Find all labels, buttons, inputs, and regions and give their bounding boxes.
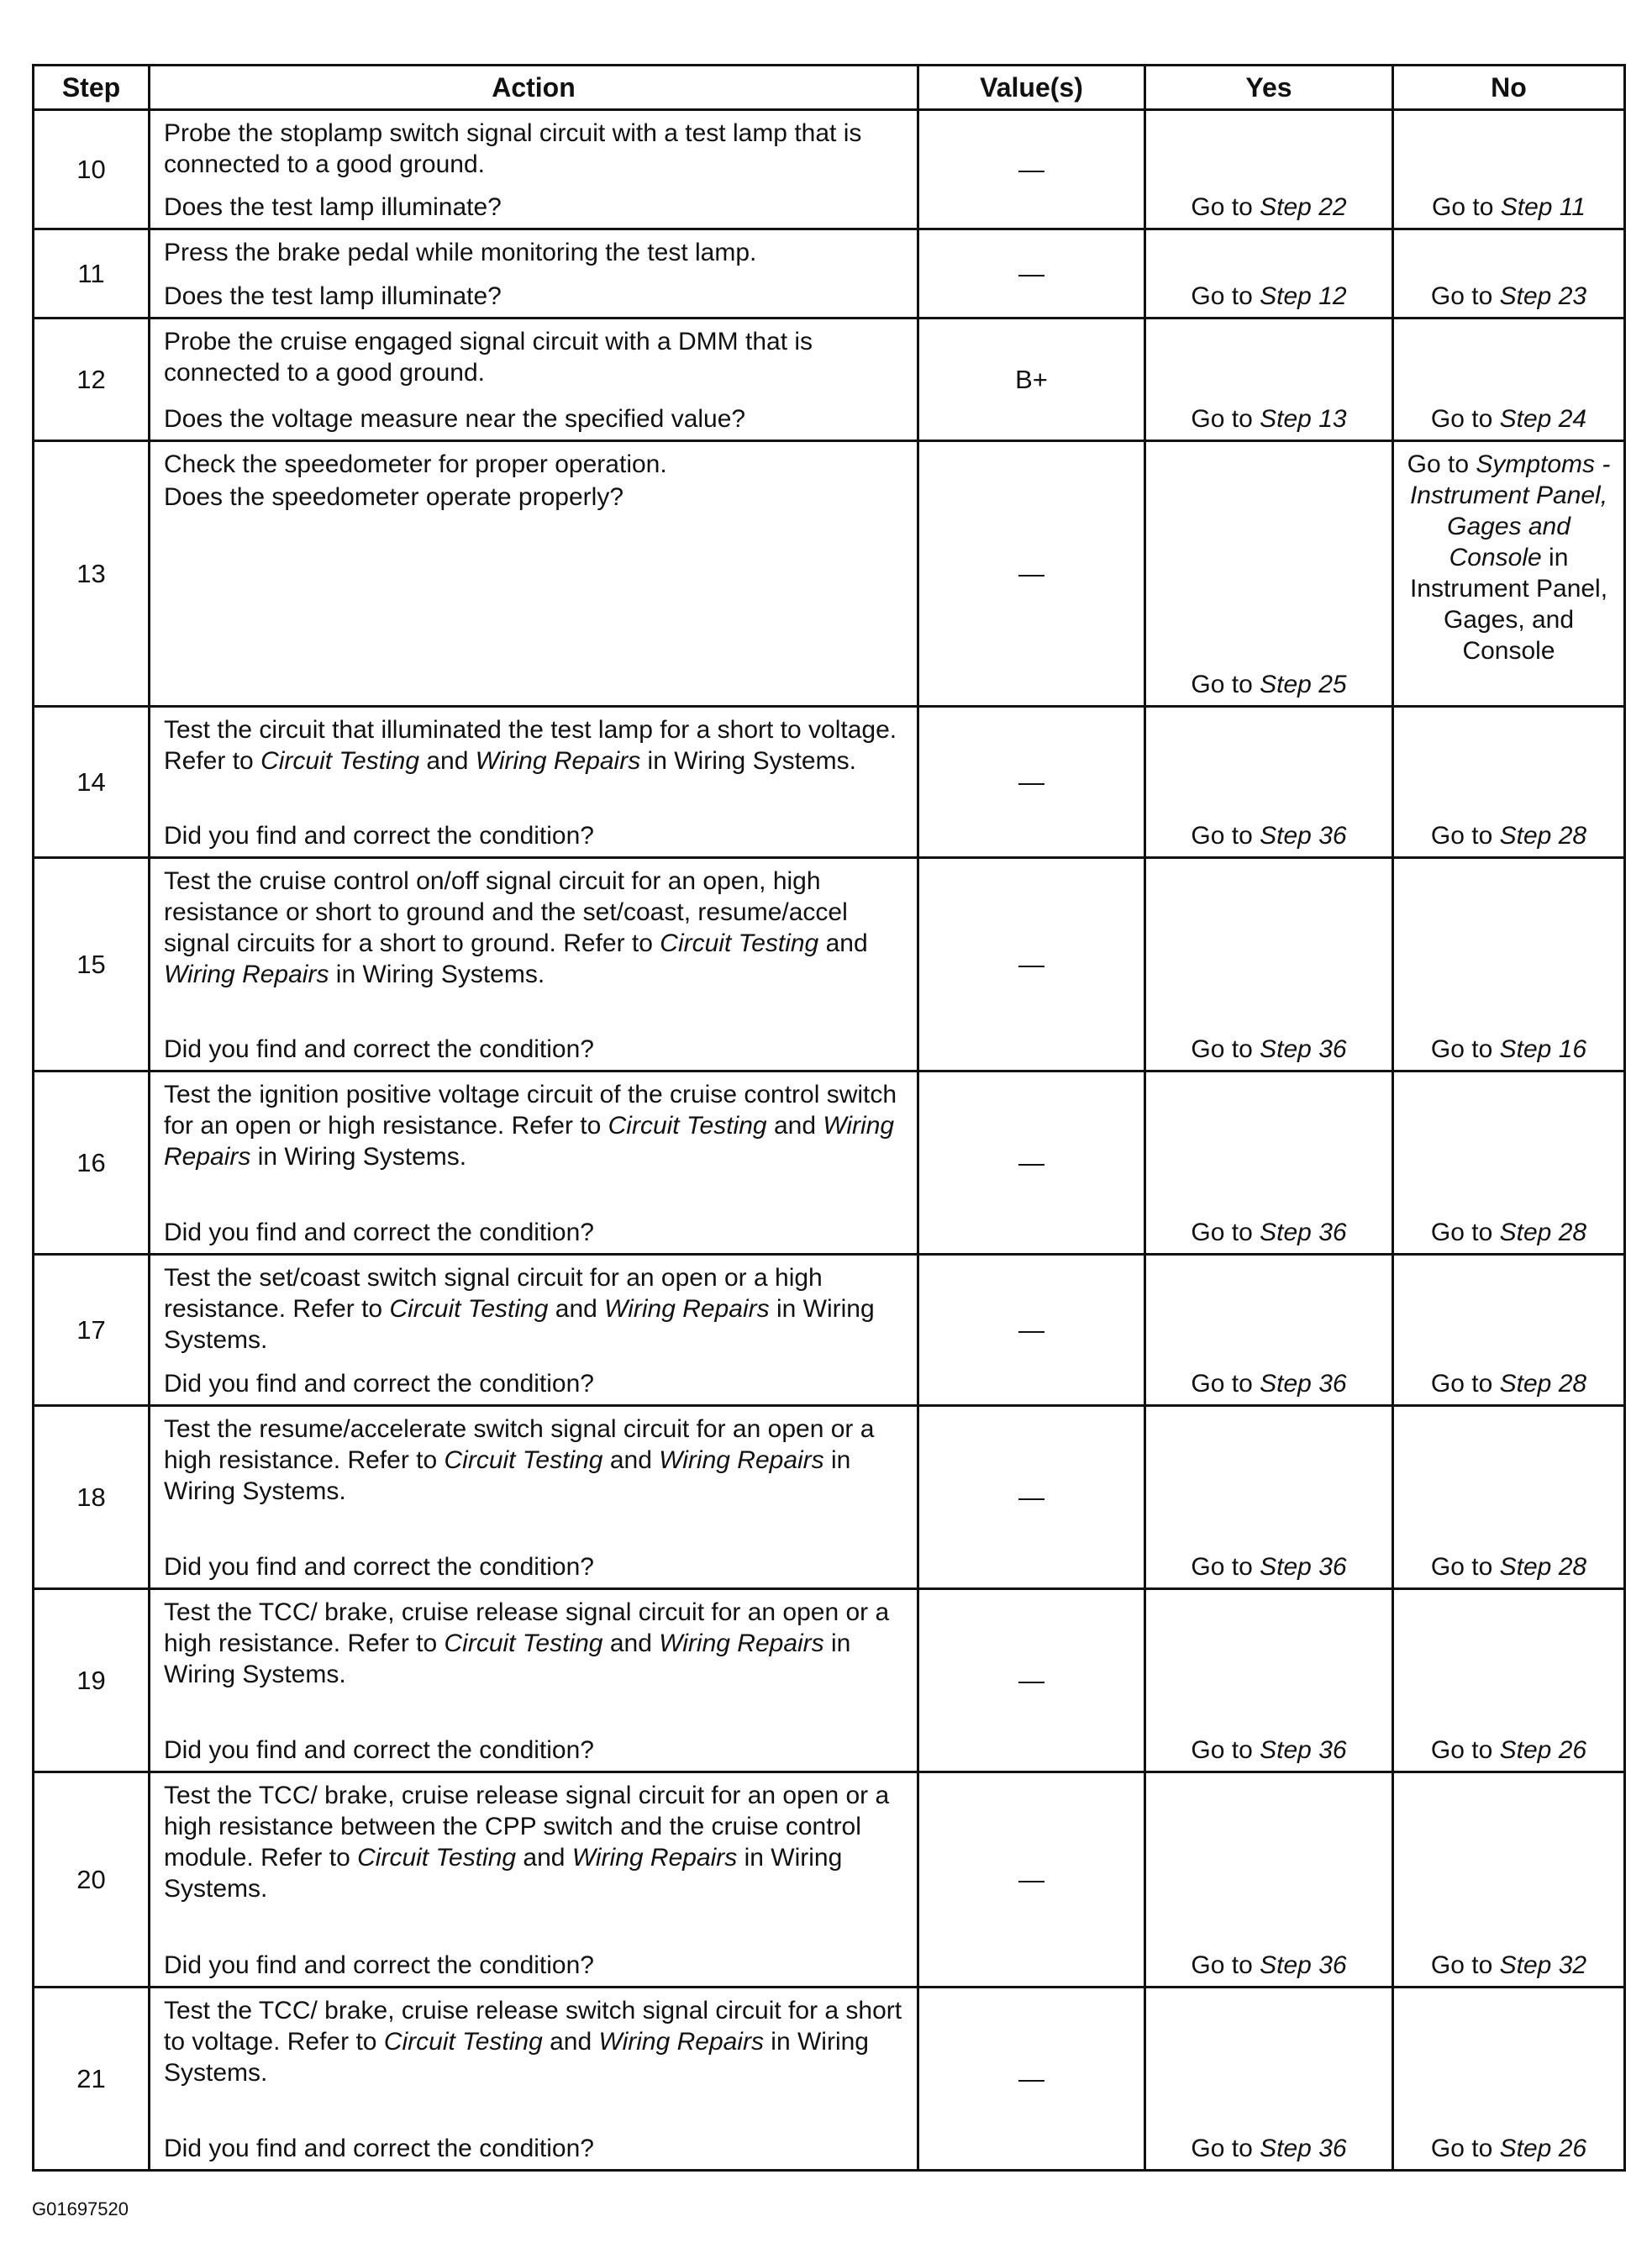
value-cell: — [918,1071,1145,1255]
table-row [34,1255,1625,1406]
text-run: in Wiring Systems. [250,1143,467,1171]
step-number: 19 [34,1589,150,1772]
text-run: in Wiring Systems. [164,1844,843,1903]
text-run: Go to [1430,822,1500,850]
text-run: in Instrument Panel, Gages, and Console [1409,544,1608,665]
header-row [34,66,1625,110]
step-number: 20 [34,1772,150,1988]
text-run: Go to [1430,1219,1500,1246]
action-cell [150,858,918,1071]
value-cell: — [918,1406,1145,1589]
text-run: Go to [1191,1553,1260,1581]
text-run: Go to [1430,1736,1500,1764]
text-run: Go to [1430,282,1500,310]
table-row [34,229,1625,319]
reference-text: Step 26 [1499,2135,1587,2162]
no-cell [1393,1255,1625,1406]
yes-cell [1145,441,1393,707]
no-cell [1393,1988,1625,2171]
text-run: Probe the stoplamp switch signal circuit with a test lamp that is connected to a good ground. [164,119,862,178]
text-run: Go to [1430,1370,1500,1398]
value-cell: — [918,229,1145,319]
text-run: Go to [1191,671,1260,698]
action-cell [150,1071,918,1255]
step-number: 10 [34,110,150,229]
text-run: Check the speedometer for proper operation. [164,450,667,478]
reference-text: Step 36 [1260,1219,1347,1246]
value-cell: — [918,1589,1145,1772]
yes-cell [1145,707,1393,858]
text-run: Go to [1191,405,1260,433]
action-cell [150,1589,918,1772]
yes-cell [1145,1255,1393,1406]
text-run: Go to [1191,1219,1260,1246]
text-run: Go to [1407,450,1476,478]
reference-text: Step 24 [1499,405,1587,433]
reference-text: Wiring Repairs [571,1844,738,1872]
text-run: and [542,2028,599,2056]
yes-cell [1145,858,1393,1071]
action-instruction [150,859,917,990]
reference-text: Circuit Testing [389,1295,549,1323]
text-run: in Wiring Systems. [164,1446,851,1505]
text-run: in Wiring Systems. [164,1630,851,1688]
step-number: 18 [34,1406,150,1589]
step-number: 16 [34,1071,150,1255]
table-row [34,1988,1625,2171]
table-row [34,1406,1625,1589]
yes-cell [1145,1988,1393,2171]
value-cell: B+ [918,319,1145,441]
text-run: Go to [1191,822,1260,850]
reference-text: Step 28 [1499,1219,1587,1246]
reference-text: Circuit Testing [260,747,420,775]
reference-text: Step 16 [1499,1035,1587,1063]
table-row [34,1589,1625,1772]
reference-text: Circuit Testing [357,1844,517,1872]
text-run: Go to [1432,193,1501,221]
diagnostic-table [32,64,1626,2172]
action-instruction [150,1988,917,2088]
action-question: Does the test lamp illuminate? [164,282,502,310]
text-run: and [602,1630,660,1657]
text-run: and [419,747,476,775]
reference-text: Wiring Repairs [164,961,329,988]
step-number: 12 [34,319,150,441]
text-run: Test the TCC/ brake, cruise release switch signal circuit for a short to voltage. Refer to [164,1997,902,2056]
action-question: Did you find and correct the condition? [164,1219,594,1246]
value-cell: — [918,707,1145,858]
yes-cell [1145,1071,1393,1255]
reference-text: Wiring Repairs [475,747,641,775]
text-run: Test the cruise control on/off signal circuit for an open, high resistance or short to ground and the set/coast, resume/accel signal circuits for a short to ground. Refer to [164,867,848,957]
table-row [34,110,1625,229]
table-row [34,319,1625,441]
action-cell [150,1988,918,2171]
reference-text: Circuit Testing [608,1112,767,1140]
no-cell [1393,858,1625,1071]
text-run: Press the brake pedal while monitoring the test lamp. [164,239,757,266]
figure-id: G01697520 [32,2198,129,2219]
text-run: in Wiring Systems. [640,747,856,775]
reference-text: Step 28 [1499,1370,1587,1398]
reference-text: Circuit Testing [444,1630,603,1657]
step-number: 11 [34,229,150,319]
text-run: Test the resume/accelerate switch signal circuit for an open or a high resistance. Refer to [164,1415,875,1474]
yes-cell [1145,319,1393,441]
text-run: Test the ignition positive voltage circuit of the cruise control switch for an open or high resistance. Refer to [164,1081,897,1140]
text-run: Go to [1430,1951,1500,1979]
action-cell [150,110,918,229]
action-question: Does the test lamp illuminate? [164,193,502,221]
reference-text: Step 13 [1260,405,1347,433]
reference-text: Step 36 [1260,1370,1347,1398]
text-run: Go to [1430,1553,1500,1581]
yes-cell [1145,229,1393,319]
action-instruction [150,708,917,777]
reference-text: Step 36 [1260,1035,1347,1063]
action-instruction [150,111,917,180]
action-cell [150,1255,918,1406]
text-run: and [516,1844,572,1872]
reference-text: Step 36 [1260,1553,1347,1581]
reference-text: Step 22 [1260,193,1347,221]
text-run: Go to [1191,1736,1260,1764]
text-run: Go to [1191,2135,1260,2162]
action-instruction [150,1407,917,1507]
value-cell: — [918,1988,1145,2171]
text-run: Test the TCC/ brake, cruise release signal circuit for an open or a high resistance between the CPP switch and the cruise control module. Refer to [164,1782,890,1872]
table-row [34,858,1625,1071]
text-run: in Wiring Systems. [164,1295,875,1354]
action-question: Did you find and correct the condition? [164,822,594,850]
reference-text: Wiring Repairs [598,2028,764,2056]
action-instruction [150,442,917,480]
reference-text: Step 11 [1500,193,1586,221]
no-cell [1393,1406,1625,1589]
yes-cell [1145,1772,1393,1988]
reference-text: Step 23 [1499,282,1587,310]
step-number: 21 [34,1988,150,2171]
value-cell: — [918,110,1145,229]
reference-text: Step 12 [1260,282,1347,310]
action-cell [150,229,918,319]
reference-text: Symptoms - Instrument Panel, Gages and Console [1409,450,1611,571]
action-question: Does the voltage measure near the specified value? [164,405,746,433]
reference-text: Wiring Repairs [659,1630,824,1657]
text-run: Go to [1191,1951,1260,1979]
text-run: and [548,1295,605,1323]
no-cell [1393,110,1625,229]
step-number: 15 [34,858,150,1071]
text-run: in Wiring Systems. [164,2028,869,2087]
text-run: Go to [1191,282,1260,310]
header-no: No [1393,66,1625,110]
action-cell [150,319,918,441]
action-question: Did you find and correct the condition? [164,1553,594,1581]
value-cell: — [918,1772,1145,1988]
table-row [34,441,1625,707]
reference-text: Step 26 [1499,1736,1587,1764]
header-value: Value(s) [918,66,1145,110]
action-instruction [150,319,917,388]
step-number: 17 [34,1255,150,1406]
text-run: and [818,929,868,957]
action-instruction [150,1590,917,1690]
reference-text: Step 36 [1260,1951,1347,1979]
text-run: and [602,1446,660,1474]
action-instruction [150,1256,917,1356]
reference-text: Circuit Testing [444,1446,603,1474]
action-cell [150,441,918,707]
text-run: Go to [1430,405,1500,433]
reference-text: Circuit Testing [383,2028,543,2056]
action-cell [150,707,918,858]
table-row [34,707,1625,858]
action-instruction [150,1773,917,1904]
value-cell: — [918,441,1145,707]
action-cell [150,1772,918,1988]
table-row [34,1772,1625,1988]
action-question: Did you find and correct the condition? [164,1370,594,1398]
reference-text: Step 28 [1499,822,1587,850]
text-run: Probe the cruise engaged signal circuit with a DMM that is connected to a good ground. [164,328,813,387]
no-cell [1393,1071,1625,1255]
reference-text: Step 36 [1260,2135,1347,2162]
value-cell: — [918,1255,1145,1406]
text-run: Test the circuit that illuminated the test lamp for a short to voltage. Refer to [164,716,897,775]
step-number: 13 [34,441,150,707]
text-run: in Wiring Systems. [329,961,545,988]
no-cell [1393,1589,1625,1772]
header-action: Action [150,66,918,110]
yes-cell [1145,110,1393,229]
yes-cell [1145,1589,1393,1772]
text-run: Test the TCC/ brake, cruise release signal circuit for an open or a high resistance. Refer to [164,1598,890,1657]
no-cell [1393,707,1625,858]
text-run: Go to [1191,1035,1260,1063]
action-question: Did you find and correct the condition? [164,1035,594,1063]
table-body [34,110,1625,2171]
yes-cell [1145,1406,1393,1589]
action-question: Did you find and correct the condition? [164,2135,594,2162]
text-run: Go to [1430,2135,1500,2162]
reference-text: Step 36 [1260,1736,1347,1764]
step-number: 14 [34,707,150,858]
table-row [34,1071,1625,1255]
text-run: Test the set/coast switch signal circuit for an open or a high resistance. Refer to [164,1264,823,1323]
action-instruction [150,1072,917,1172]
reference-text: Wiring Repairs [164,1112,895,1171]
action-question: Did you find and correct the condition? [164,1951,594,1979]
action-instruction [150,230,917,268]
action-question: Did you find and correct the condition? [164,1736,594,1764]
reference-text: Step 36 [1260,822,1347,850]
reference-text: Wiring Repairs [604,1295,770,1323]
value-cell: — [918,858,1145,1071]
reference-text: Wiring Repairs [659,1446,824,1474]
action-question: Does the speedometer operate properly? [164,483,624,511]
no-cell [1393,1772,1625,1988]
text-run: Go to [1430,1035,1500,1063]
no-cell [1393,319,1625,441]
action-cell [150,1406,918,1589]
reference-text: Step 25 [1260,671,1347,698]
header-step: Step [34,66,150,110]
text-run: Go to [1191,193,1260,221]
no-cell [1393,441,1625,707]
reference-text: Circuit Testing [660,929,819,957]
reference-text: Step 28 [1499,1553,1587,1581]
reference-text: Step 32 [1499,1951,1587,1979]
text-run: Go to [1191,1370,1260,1398]
text-run: and [766,1112,823,1140]
no-cell [1393,229,1625,319]
header-yes: Yes [1145,66,1393,110]
